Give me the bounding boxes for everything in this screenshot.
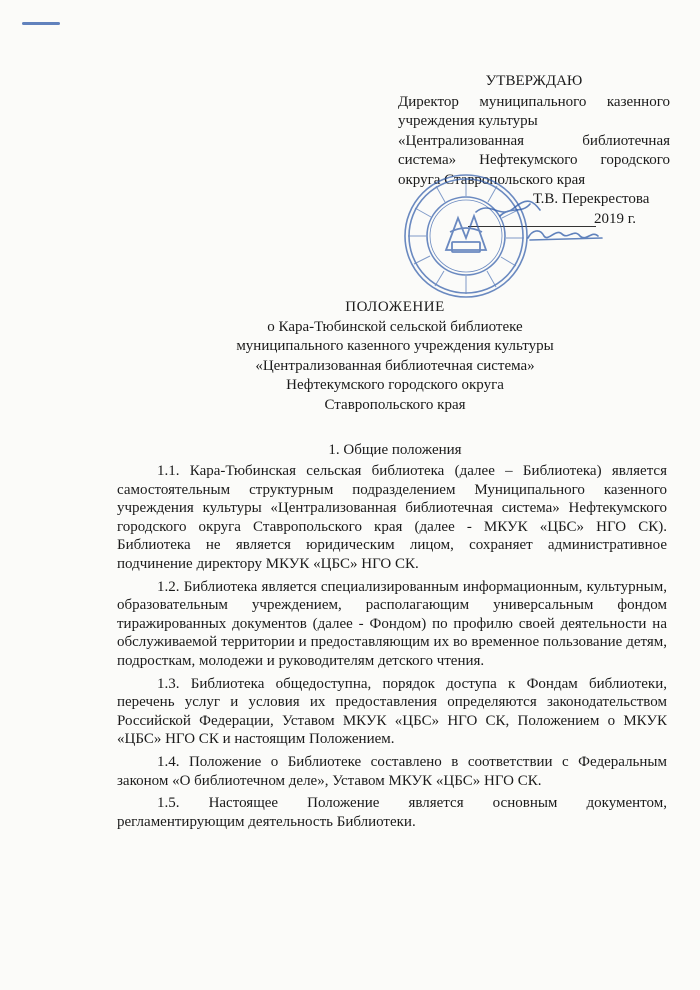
paragraph-1-3: 1.3. Библиотека общедоступна, порядок доступа к Фондам библиотеки, перечень услуг и условия их предоставления определяются законодательством Российской Федерации, Уставом МКУК «ЦБС» НГО СК, Положением о МКУК «ЦБС» НГО СК и настоящим Положением. [117, 675, 667, 748]
title-line: муниципального казенного учреждения культуры [236, 338, 554, 354]
approval-line: «Централизованная библиотечная [398, 132, 670, 149]
document-body [117, 462, 667, 835]
paragraph-1-4: 1.4. Положение о Библиотеке составлено в соответствии с Федеральным законом «О библиотечном деле», Уставом МКУК «ЦБС» НГО СК. [117, 753, 667, 789]
section-heading: 1. Общие положения [328, 442, 462, 458]
paragraph-1-5: 1.5. Настоящее Положение является основным документом, регламентирующим деятельность Библиотеки. [117, 795, 667, 830]
title-line: Ставропольского края [324, 396, 466, 413]
paragraph-1-1: 1.1. Кара-Тюбинская сельская библиотека (далее – Библиотека) является самостоятельным структурным подразделением Муниципального казенного учреждения культуры «Централизованная библиотечная система» Нефтекумского городского округа Ставропольского края (далее - МКУК «ЦБС» НГО СК). Библиотека не является юридическим лицом, сохраняет административное подчинение директору МКУК «ЦБС» НГО СК. [117, 463, 667, 572]
approval-line: округа Ставропольского края [398, 171, 586, 188]
approval-line: учреждения культуры [398, 113, 538, 129]
date-year: 2019 г. [594, 211, 636, 227]
title-line: Нефтекумского городского округа [286, 377, 504, 393]
document-title-block [150, 298, 640, 415]
title-line: о Кара-Тюбинской сельской библиотеке [267, 318, 523, 335]
corner-pen-mark [22, 22, 60, 25]
signer-name: Т.В. Перекрестова [533, 191, 650, 207]
approval-heading: УТВЕРЖДАЮ [485, 73, 583, 89]
document-title: ПОЛОЖЕНИЕ [345, 299, 445, 315]
approval-line: система» Нефтекумского городского [398, 152, 670, 168]
paragraph-1-2: 1.2. Библиотека является специализированным информационным, культурным, образовательным учреждением, располагающим универсальным фондом тиражированных документов (далее - Фондом) по профилю своей деятельности на обслуживаемой территории и предоставляющим их во временное пользование детям, подросткам, молодежи и руководителям детского чтения. [117, 578, 667, 669]
title-line: «Централизованная библиотечная система» [255, 357, 535, 374]
handwritten-signature-icon [470, 198, 620, 248]
approval-line: Директор муниципального казенного [398, 93, 670, 110]
